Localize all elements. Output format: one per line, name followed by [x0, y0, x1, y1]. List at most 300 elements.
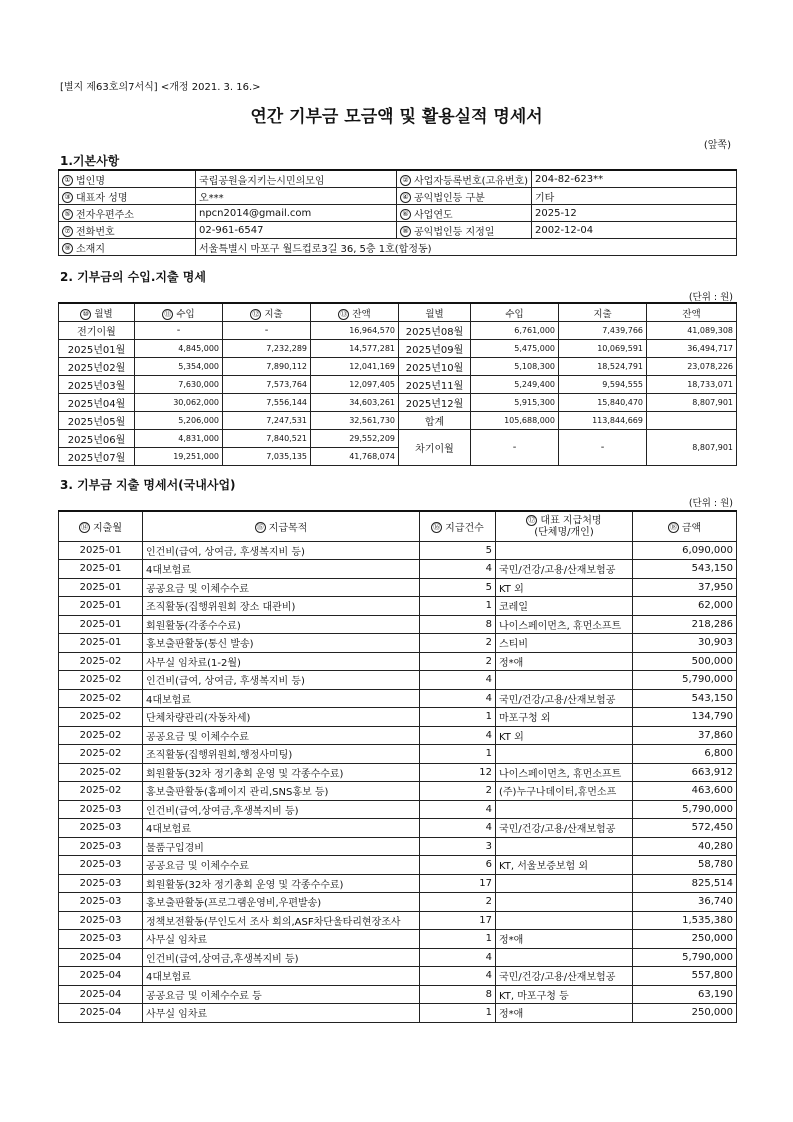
amount-cell: 30,903	[633, 634, 737, 653]
month-cell: 2025년10월	[399, 358, 471, 376]
count-cell: 3	[420, 837, 496, 856]
table-row	[59, 967, 737, 986]
col-label-sub: (단체명/개인)	[534, 526, 594, 538]
balance-cell: 12,041,169	[311, 358, 399, 376]
expense-cell: 18,524,791	[559, 358, 647, 376]
table-row	[59, 856, 737, 875]
amount-cell: 500,000	[633, 652, 737, 671]
payee-cell: 정*애	[496, 1004, 633, 1023]
form-number: [별지 제63호의7서식] <개정 2021. 3. 16.>	[60, 82, 261, 93]
field-label-text: 전화번호	[76, 226, 115, 238]
table-row	[59, 615, 737, 634]
count-cell: 17	[420, 911, 496, 930]
circle-number-icon: ②	[400, 175, 411, 186]
purpose-cell: 4대보험료	[143, 967, 420, 986]
income-cell: 6,761,000	[471, 322, 559, 340]
monthly-row	[59, 358, 737, 376]
table-row	[59, 652, 737, 671]
spend-month-cell: 2025-03	[59, 856, 143, 875]
basic-info-table	[58, 169, 737, 256]
purpose-cell: 홍보출판활동(프로그램운영비,우편발송)	[143, 893, 420, 912]
col-header-income	[135, 303, 223, 322]
expense-cell: 7,232,289	[223, 340, 311, 358]
amount-cell: 557,800	[633, 967, 737, 986]
amount-cell: 58,780	[633, 856, 737, 875]
spend-month-cell: 2025-02	[59, 652, 143, 671]
count-cell: 4	[420, 819, 496, 838]
income-cell: 4,845,000	[135, 340, 223, 358]
payee-cell: KT 외	[496, 578, 633, 597]
balance-cell: 16,964,570	[311, 322, 399, 340]
purpose-cell: 사무실 임차료(1-2월)	[143, 652, 420, 671]
spending-unit-label: (단위 : 원)	[688, 498, 733, 509]
amount-cell: 543,150	[633, 560, 737, 579]
spend-month-cell: 2025-03	[59, 800, 143, 819]
basic-info-row	[59, 222, 737, 239]
col-label: 월별	[94, 308, 113, 320]
field-value: npcn2014@gmail.com	[196, 205, 397, 222]
circle-number-icon: ③	[62, 192, 73, 203]
payee-cell: 나이스페이먼츠, 휴먼소프트	[496, 615, 633, 634]
income-unit-label: (단위 : 원)	[688, 292, 733, 303]
balance-cell: 41,768,074	[311, 448, 399, 466]
payee-cell: KT, 마포구청 등	[496, 985, 633, 1004]
circle-number-icon: ⑱	[669, 523, 677, 532]
basic-info-row	[59, 188, 737, 205]
carry-label: 차기이월	[399, 430, 471, 466]
month-cell: 2025년09월	[399, 340, 471, 358]
col-header-expense-2: 지출	[559, 303, 647, 322]
balance-cell: 14,577,281	[311, 340, 399, 358]
monthly-row	[59, 412, 737, 430]
payee-cell: 코레일	[496, 597, 633, 616]
circle-number-icon: ⑥	[400, 209, 411, 220]
table-row	[59, 911, 737, 930]
count-cell: 12	[420, 763, 496, 782]
balance-cell: 8,807,901	[647, 394, 737, 412]
purpose-cell: 인건비(급여,상여금,후생복지비 등)	[143, 800, 420, 819]
purpose-cell: 홍보출판활동(통신 발송)	[143, 634, 420, 653]
purpose-cell: 4대보험료	[143, 689, 420, 708]
field-label	[59, 222, 196, 239]
amount-cell: 663,912	[633, 763, 737, 782]
amount-cell: 463,600	[633, 782, 737, 801]
field-value: 02-961-6547	[196, 222, 397, 239]
field-value: 국립공원을지키는시민의모임	[196, 170, 397, 188]
amount-cell: 250,000	[633, 930, 737, 949]
col-label: 지출	[264, 308, 283, 320]
expense-cell: 7,035,135	[223, 448, 311, 466]
circle-number-icon: ④	[400, 192, 411, 203]
purpose-cell: 공공요금 및 이체수수료 등	[143, 985, 420, 1004]
purpose-cell: 사무실 임차료	[143, 1004, 420, 1023]
field-value: 204-82-623**	[532, 170, 737, 188]
count-cell: 1	[420, 930, 496, 949]
amount-cell: 40,280	[633, 837, 737, 856]
table-row	[59, 597, 737, 616]
table-row	[59, 819, 737, 838]
spend-month-cell: 2025-04	[59, 948, 143, 967]
circle-number-icon: ⑫	[252, 309, 260, 318]
spend-month-cell: 2025-03	[59, 819, 143, 838]
field-label-text: 공익법인등 구분	[414, 192, 485, 204]
field-label-text: 소재지	[76, 243, 105, 255]
income-expense-table	[58, 302, 737, 466]
table-row	[59, 763, 737, 782]
total-income: 105,688,000	[471, 412, 559, 430]
spend-month-cell: 2025-04	[59, 1004, 143, 1023]
field-label	[397, 205, 532, 222]
basic-info-row	[59, 170, 737, 188]
amount-cell: 62,000	[633, 597, 737, 616]
purpose-cell: 물품구입경비	[143, 837, 420, 856]
field-label-text: 법인명	[76, 175, 105, 187]
count-cell: 4	[420, 726, 496, 745]
amount-cell: 218,286	[633, 615, 737, 634]
spend-month-cell: 2025-02	[59, 671, 143, 690]
field-label	[59, 239, 196, 256]
month-cell: 2025년06월	[59, 430, 135, 448]
col-label: 금액	[681, 522, 702, 534]
col-label: 지급목적	[268, 522, 308, 534]
expense-cell: 7,573,764	[223, 376, 311, 394]
col-header-amount	[633, 511, 737, 541]
amount-cell: 36,740	[633, 893, 737, 912]
income-cell: 19,251,000	[135, 448, 223, 466]
payee-cell: 국민/건강/고용/산재보험공	[496, 819, 633, 838]
spend-month-cell: 2025-01	[59, 578, 143, 597]
table-row	[59, 745, 737, 764]
purpose-cell: 공공요금 및 이체수수료	[143, 726, 420, 745]
col-label: 지급건수	[445, 522, 484, 534]
table-row	[59, 578, 737, 597]
count-cell: 5	[420, 578, 496, 597]
field-value: 오***	[196, 188, 397, 205]
section-basic-title: 1.기본사항	[60, 154, 120, 168]
count-cell: 4	[420, 689, 496, 708]
field-label-text: 사업자등록번호(고유번호)	[414, 175, 529, 187]
field-label	[397, 170, 532, 188]
count-cell: 1	[420, 708, 496, 727]
purpose-cell: 정책보전활동(무인도서 조사 회의,ASF차단울타리현장조사	[143, 911, 420, 930]
spend-month-cell: 2025-01	[59, 615, 143, 634]
count-cell: 4	[420, 671, 496, 690]
purpose-cell: 공공요금 및 이체수수료	[143, 578, 420, 597]
spend-month-cell: 2025-02	[59, 708, 143, 727]
table-row	[59, 985, 737, 1004]
page-title: 연간 기부금 모금액 및 활용실적 명세서	[250, 107, 543, 127]
monthly-row	[59, 376, 737, 394]
table-row	[59, 874, 737, 893]
payee-cell: 국민/건강/고용/산재보험공	[496, 967, 633, 986]
section-spending-title: 3. 기부금 지출 명세서(국내사업)	[60, 478, 236, 492]
balance-cell: 12,097,405	[311, 376, 399, 394]
payee-cell: 마포구청 외	[496, 708, 633, 727]
table-row	[59, 560, 737, 579]
spend-month-cell: 2025-03	[59, 874, 143, 893]
spend-month-cell: 2025-03	[59, 911, 143, 930]
month-cell: 전기이월	[59, 322, 135, 340]
carry-balance: 8,807,901	[647, 430, 737, 466]
count-cell: 4	[420, 967, 496, 986]
spend-month-cell: 2025-04	[59, 985, 143, 1004]
month-cell: 2025년02월	[59, 358, 135, 376]
circle-number-icon: ⑪	[164, 309, 172, 318]
table-row	[59, 948, 737, 967]
table-row	[59, 893, 737, 912]
basic-info-row-address	[59, 239, 737, 256]
col-label: 대표 지급처명	[540, 515, 602, 527]
expense-cell: 7,890,112	[223, 358, 311, 376]
expense-cell: 15,840,470	[559, 394, 647, 412]
count-cell: 17	[420, 874, 496, 893]
field-label	[59, 205, 196, 222]
amount-cell: 134,790	[633, 708, 737, 727]
col-header-balance-2: 잔액	[647, 303, 737, 322]
income-cell: 5,354,000	[135, 358, 223, 376]
spend-month-cell: 2025-02	[59, 782, 143, 801]
payee-cell	[496, 893, 633, 912]
payee-cell: (주)누구나데이터,휴먼소프	[496, 782, 633, 801]
purpose-cell: 인건비(급여, 상여금, 후생복지비 등)	[143, 541, 420, 560]
payee-cell	[496, 874, 633, 893]
count-cell: 1	[420, 1004, 496, 1023]
monthly-row	[59, 322, 737, 340]
month-cell: 2025년08월	[399, 322, 471, 340]
income-cell: -	[135, 322, 223, 340]
count-cell: 2	[420, 634, 496, 653]
circle-number-icon: ⑭	[81, 523, 88, 532]
expense-cell: 7,840,521	[223, 430, 311, 448]
amount-cell: 37,950	[633, 578, 737, 597]
amount-cell: 5,790,000	[633, 948, 737, 967]
balance-cell: 34,603,261	[311, 394, 399, 412]
purpose-cell: 단체차량관리(자동차세)	[143, 708, 420, 727]
payee-cell: 나이스페이먼츠, 휴먼소프트	[496, 763, 633, 782]
purpose-cell: 조직활동(집행위원회 장소 대관비)	[143, 597, 420, 616]
payee-cell	[496, 948, 633, 967]
count-cell: 4	[420, 948, 496, 967]
col-label: 잔액	[352, 308, 371, 320]
payee-cell: 정*애	[496, 652, 633, 671]
month-cell: 2025년11월	[399, 376, 471, 394]
amount-cell: 250,000	[633, 1004, 737, 1023]
amount-cell: 572,450	[633, 819, 737, 838]
balance-cell: 29,552,209	[311, 430, 399, 448]
total-balance	[647, 412, 737, 430]
income-cell: 5,475,000	[471, 340, 559, 358]
spend-month-cell: 2025-01	[59, 541, 143, 560]
amount-cell: 5,790,000	[633, 671, 737, 690]
expense-cell: 9,594,555	[559, 376, 647, 394]
col-header-income-2: 수입	[471, 303, 559, 322]
purpose-cell: 회원활동(각종수수료)	[143, 615, 420, 634]
field-label	[397, 188, 532, 205]
expense-cell: 7,556,144	[223, 394, 311, 412]
purpose-cell: 4대보험료	[143, 819, 420, 838]
amount-cell: 63,190	[633, 985, 737, 1004]
expense-cell: 7,439,766	[559, 322, 647, 340]
col-label: 지출월	[93, 522, 122, 534]
amount-cell: 6,090,000	[633, 541, 737, 560]
spending-table	[58, 510, 737, 1023]
monthly-row	[59, 340, 737, 358]
income-cell: 30,062,000	[135, 394, 223, 412]
month-cell: 2025년07월	[59, 448, 135, 466]
payee-cell: 국민/건강/고용/산재보험공	[496, 560, 633, 579]
spend-month-cell: 2025-03	[59, 930, 143, 949]
spend-month-cell: 2025-02	[59, 726, 143, 745]
circle-number-icon: ⑤	[62, 209, 73, 220]
count-cell: 1	[420, 745, 496, 764]
payee-cell: 스티비	[496, 634, 633, 653]
spend-month-cell: 2025-01	[59, 634, 143, 653]
table-row	[59, 782, 737, 801]
table-row	[59, 634, 737, 653]
circle-number-icon: ⑩	[80, 309, 91, 320]
field-label-text: 사업연도	[414, 209, 453, 221]
income-cell: 5,915,300	[471, 394, 559, 412]
section-income-title: 2. 기부금의 수입.지출 명세	[60, 270, 206, 284]
balance-cell: 18,733,071	[647, 376, 737, 394]
payee-cell: KT, 서울보증보험 외	[496, 856, 633, 875]
count-cell: 2	[420, 782, 496, 801]
col-header-purpose	[143, 511, 420, 541]
circle-number-icon: ⑬	[340, 309, 348, 318]
field-value: 2025-12	[532, 205, 737, 222]
amount-cell: 6,800	[633, 745, 737, 764]
payee-cell: 정*애	[496, 930, 633, 949]
payee-cell: 국민/건강/고용/산재보험공	[496, 689, 633, 708]
circle-number-icon: ⑧	[400, 226, 411, 237]
field-label-text: 전자우편주소	[76, 209, 134, 221]
circle-number-icon: ⑰	[528, 516, 536, 524]
circle-number-icon: ⑯	[433, 523, 441, 532]
payee-cell: KT 외	[496, 726, 633, 745]
payee-cell	[496, 911, 633, 930]
amount-cell: 543,150	[633, 689, 737, 708]
expense-cell: -	[223, 322, 311, 340]
total-label: 합계	[399, 412, 471, 430]
carry-income: -	[471, 430, 559, 466]
circle-number-icon: ⑨	[62, 243, 73, 254]
month-cell: 2025년04월	[59, 394, 135, 412]
month-cell: 2025년05월	[59, 412, 135, 430]
table-row	[59, 689, 737, 708]
field-value: 기타	[532, 188, 737, 205]
payee-cell	[496, 837, 633, 856]
field-label	[397, 222, 532, 239]
table-row	[59, 1004, 737, 1023]
count-cell: 6	[420, 856, 496, 875]
carry-expense: -	[559, 430, 647, 466]
col-header-payee	[496, 511, 633, 541]
page-side-label: (앞쪽)	[703, 140, 731, 151]
circle-number-icon: ⑮	[256, 523, 264, 532]
spend-month-cell: 2025-03	[59, 893, 143, 912]
spend-month-cell: 2025-04	[59, 967, 143, 986]
basic-info-row	[59, 205, 737, 222]
count-cell: 4	[420, 800, 496, 819]
payee-cell	[496, 541, 633, 560]
purpose-cell: 회원활동(32차 정기총회 운영 및 각종수수료)	[143, 874, 420, 893]
monthly-row	[59, 430, 737, 448]
address-value: 서울특별시 마포구 월드컵로3길 36, 5층 1호(합정동)	[196, 239, 737, 256]
col-header-count	[420, 511, 496, 541]
payee-cell	[496, 745, 633, 764]
count-cell: 4	[420, 560, 496, 579]
amount-cell: 5,790,000	[633, 800, 737, 819]
purpose-cell: 사무실 임차료	[143, 930, 420, 949]
income-cell: 5,108,300	[471, 358, 559, 376]
count-cell: 5	[420, 541, 496, 560]
circle-number-icon: ①	[62, 175, 73, 186]
month-cell: 2025년03월	[59, 376, 135, 394]
income-cell: 5,206,000	[135, 412, 223, 430]
col-header-expense	[223, 303, 311, 322]
field-label-text: 대표자 성명	[76, 192, 128, 204]
expense-cell: 10,069,591	[559, 340, 647, 358]
purpose-cell: 회원활동(32차 정기총회 운영 및 각종수수료)	[143, 763, 420, 782]
circle-number-icon: ⑦	[62, 226, 73, 237]
payee-cell	[496, 800, 633, 819]
spend-month-cell: 2025-03	[59, 837, 143, 856]
total-expense: 113,844,669	[559, 412, 647, 430]
purpose-cell: 인건비(급여,상여금,후생복지비 등)	[143, 948, 420, 967]
monthly-row	[59, 394, 737, 412]
count-cell: 1	[420, 597, 496, 616]
field-label-text: 공익법인등 지정일	[414, 226, 495, 238]
count-cell: 8	[420, 615, 496, 634]
field-label	[59, 188, 196, 205]
count-cell: 8	[420, 985, 496, 1004]
balance-cell: 32,561,730	[311, 412, 399, 430]
amount-cell: 1,535,380	[633, 911, 737, 930]
purpose-cell: 조직활동(집행위원회,행정사미팅)	[143, 745, 420, 764]
amount-cell: 37,860	[633, 726, 737, 745]
purpose-cell: 4대보험료	[143, 560, 420, 579]
count-cell: 2	[420, 893, 496, 912]
income-cell: 4,831,000	[135, 430, 223, 448]
table-row	[59, 800, 737, 819]
purpose-cell: 공공요금 및 이체수수료	[143, 856, 420, 875]
income-cell: 5,249,400	[471, 376, 559, 394]
table-row	[59, 837, 737, 856]
purpose-cell: 홍보출판활동(홈페이지 관리,SNS홍보 등)	[143, 782, 420, 801]
balance-cell: 23,078,226	[647, 358, 737, 376]
col-header-spend-month	[59, 511, 143, 541]
col-label: 수입	[176, 308, 195, 320]
spend-month-cell: 2025-01	[59, 560, 143, 579]
table-row	[59, 708, 737, 727]
income-cell: 7,630,000	[135, 376, 223, 394]
balance-cell: 36,494,717	[647, 340, 737, 358]
table-row	[59, 671, 737, 690]
purpose-cell: 인건비(급여, 상여금, 후생복지비 등)	[143, 671, 420, 690]
col-header-balance	[311, 303, 399, 322]
payee-cell	[496, 671, 633, 690]
field-label	[59, 170, 196, 188]
expense-cell: 7,247,531	[223, 412, 311, 430]
col-header-month-2: 월별	[399, 303, 471, 322]
spend-month-cell: 2025-02	[59, 689, 143, 708]
count-cell: 2	[420, 652, 496, 671]
spend-month-cell: 2025-01	[59, 597, 143, 616]
table-row	[59, 726, 737, 745]
table-row	[59, 541, 737, 560]
balance-cell: 41,089,308	[647, 322, 737, 340]
spend-month-cell: 2025-02	[59, 763, 143, 782]
